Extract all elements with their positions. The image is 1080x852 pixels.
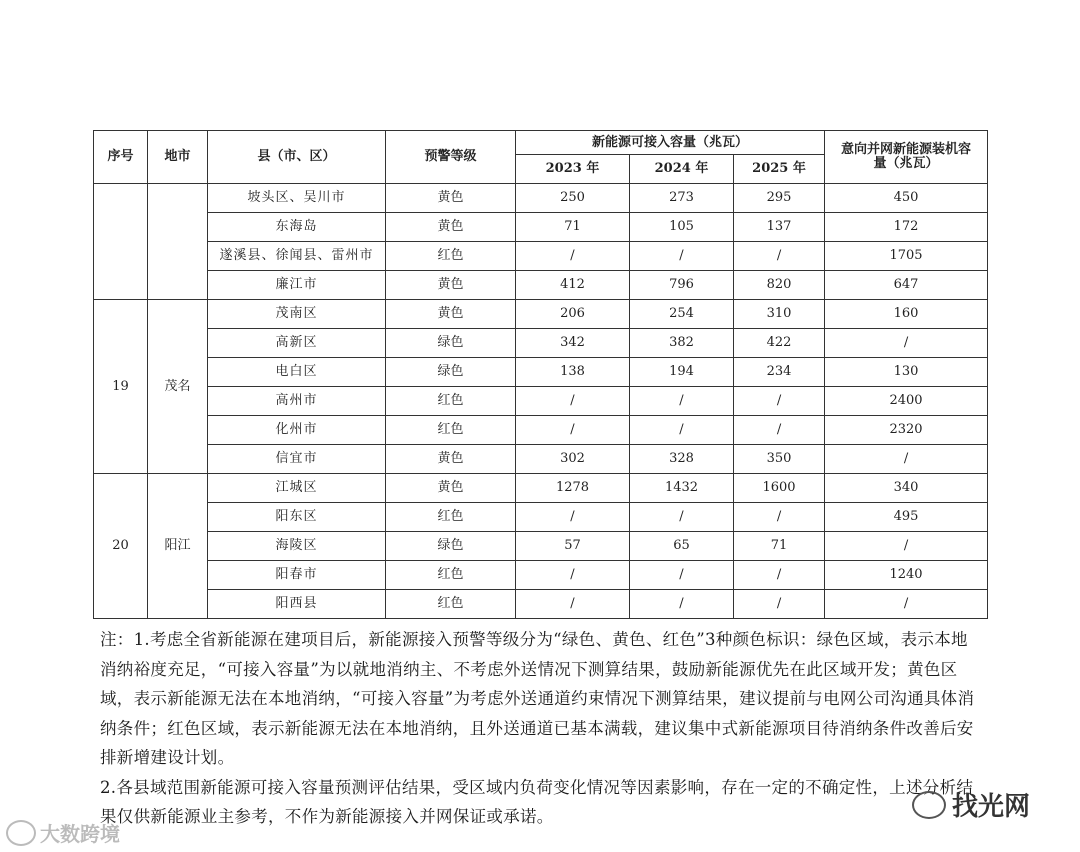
cell-warning: 黄色	[386, 271, 516, 300]
cell-county: 阳东区	[208, 503, 386, 532]
cell-y2023: 206	[516, 300, 630, 329]
table-row	[94, 474, 988, 503]
cell-y2024: 1432	[630, 474, 734, 503]
cell-intent: 160	[825, 300, 988, 329]
header-year-2024: 2024 年	[630, 155, 734, 184]
cell-intent: /	[825, 590, 988, 619]
cell-y2025: /	[734, 590, 825, 619]
cell-y2025: 71	[734, 532, 825, 561]
cell-y2025: 820	[734, 271, 825, 300]
table-row	[94, 416, 988, 445]
cell-y2025: 1600	[734, 474, 825, 503]
table-row	[94, 358, 988, 387]
cell-county: 信宜市	[208, 445, 386, 474]
cell-county: 化州市	[208, 416, 386, 445]
watermark-left-text: 大数跨境	[40, 822, 120, 846]
cell-warning: 黄色	[386, 213, 516, 242]
cell-y2025: 422	[734, 329, 825, 358]
cell-intent: /	[825, 532, 988, 561]
cell-y2025: 137	[734, 213, 825, 242]
table-body	[94, 184, 988, 619]
cell-y2025: 350	[734, 445, 825, 474]
cell-y2024: 273	[630, 184, 734, 213]
cell-intent: 172	[825, 213, 988, 242]
cell-y2025: 310	[734, 300, 825, 329]
cell-y2023: /	[516, 561, 630, 590]
cell-y2025: /	[734, 503, 825, 532]
table-row	[94, 300, 988, 329]
header-county: 县（市、区）	[208, 131, 386, 184]
cell-county: 海陵区	[208, 532, 386, 561]
watermark-right	[912, 786, 1030, 823]
cell-warning: 红色	[386, 387, 516, 416]
cell-y2023: /	[516, 242, 630, 271]
header-capacity-group: 新能源可接入容量（兆瓦）	[516, 131, 825, 155]
table-row	[94, 561, 988, 590]
cell-y2024: /	[630, 242, 734, 271]
cell-warning: 绿色	[386, 532, 516, 561]
cell-intent: 2400	[825, 387, 988, 416]
cell-warning: 绿色	[386, 329, 516, 358]
header-year-2023: 2023 年	[516, 155, 630, 184]
cell-county: 高新区	[208, 329, 386, 358]
cell-warning: 黄色	[386, 474, 516, 503]
watermark-right-text: 找光网	[952, 792, 1031, 822]
cell-warning: 黄色	[386, 184, 516, 213]
cell-county: 电白区	[208, 358, 386, 387]
cell-county: 遂溪县、徐闻县、雷州市	[208, 242, 386, 271]
cell-y2025: 295	[734, 184, 825, 213]
cell-county: 阳西县	[208, 590, 386, 619]
cell-intent: 495	[825, 503, 988, 532]
cell-warning: 黄色	[386, 445, 516, 474]
cell-y2025: 234	[734, 358, 825, 387]
header-city: 地市	[148, 131, 208, 184]
cell-y2024: /	[630, 590, 734, 619]
cell-warning: 红色	[386, 242, 516, 271]
cell-county: 东海岛	[208, 213, 386, 242]
cell-city: 茂名	[148, 300, 208, 474]
cell-y2024: /	[630, 561, 734, 590]
cell-y2023: 138	[516, 358, 630, 387]
cell-seq: 20	[94, 474, 148, 619]
table-row	[94, 242, 988, 271]
cell-y2024: /	[630, 503, 734, 532]
cell-y2023: 1278	[516, 474, 630, 503]
cell-intent: /	[825, 445, 988, 474]
cell-y2023: 302	[516, 445, 630, 474]
weibo-logo-icon	[6, 820, 36, 846]
footnotes	[100, 625, 980, 832]
cell-y2024: 254	[630, 300, 734, 329]
cell-y2025: /	[734, 242, 825, 271]
cell-y2023: 250	[516, 184, 630, 213]
cell-county: 廉江市	[208, 271, 386, 300]
cell-seq	[94, 184, 148, 300]
table-row	[94, 445, 988, 474]
header-seq: 序号	[94, 131, 148, 184]
note-1: 注：1.考虑全省新能源在建项目后，新能源接入预警等级分为“绿色、黄色、红色”3种颜色标识：绿色区域，表示本地消纳裕度充足，“可接入容量”为以就地消纳主、不考虑外送情况下测算结果，鼓励新能源优先在此区域开发；黄色区域，表示新能源无法在本地消纳，“可接入容量”为考虑外送通道约束情况下测算结果，建议提前与电网公司沟通具体消纳条件；红色区域，表示新能源无法在本地消纳，且外送通道已基本满载，建议集中式新能源项目待消纳条件改善后安排新增建设计划。	[100, 630, 975, 767]
cell-y2025: /	[734, 416, 825, 445]
note-2: 2.各县域范围新能源可接入容量预测评估结果，受区域内负荷变化情况等因素影响，存在一定的不确定性，上述分析结果仅供新能源业主参考，不作为新能源接入并网保证或承诺。	[100, 777, 974, 826]
cell-y2025: /	[734, 387, 825, 416]
cell-y2024: /	[630, 416, 734, 445]
cell-warning: 红色	[386, 590, 516, 619]
cell-intent: 647	[825, 271, 988, 300]
cell-city	[148, 184, 208, 300]
cell-county: 阳春市	[208, 561, 386, 590]
cell-y2023: 342	[516, 329, 630, 358]
cell-intent: 2320	[825, 416, 988, 445]
table-row	[94, 271, 988, 300]
cell-y2023: /	[516, 503, 630, 532]
cell-intent: 1705	[825, 242, 988, 271]
cell-y2023: /	[516, 590, 630, 619]
table-row	[94, 503, 988, 532]
cell-y2024: 328	[630, 445, 734, 474]
header-warning-level: 预警等级	[386, 131, 516, 184]
cell-y2024: 105	[630, 213, 734, 242]
cell-city: 阳江	[148, 474, 208, 619]
table-row	[94, 184, 988, 213]
cell-county: 茂南区	[208, 300, 386, 329]
cell-warning: 红色	[386, 503, 516, 532]
cell-county: 高州市	[208, 387, 386, 416]
table-row	[94, 387, 988, 416]
cell-y2025: /	[734, 561, 825, 590]
cell-county: 江城区	[208, 474, 386, 503]
cell-seq: 19	[94, 300, 148, 474]
header-year-2025: 2025 年	[734, 155, 825, 184]
table-row	[94, 329, 988, 358]
cell-warning: 红色	[386, 416, 516, 445]
cell-warning: 黄色	[386, 300, 516, 329]
cell-y2023: /	[516, 416, 630, 445]
cell-y2024: 194	[630, 358, 734, 387]
cell-intent: 450	[825, 184, 988, 213]
cell-intent: /	[825, 329, 988, 358]
cell-county: 坡头区、吴川市	[208, 184, 386, 213]
cell-y2023: 71	[516, 213, 630, 242]
capacity-table	[93, 130, 988, 619]
wechat-logo-icon	[912, 791, 946, 819]
cell-intent: 340	[825, 474, 988, 503]
cell-warning: 红色	[386, 561, 516, 590]
cell-warning: 绿色	[386, 358, 516, 387]
cell-y2023: 412	[516, 271, 630, 300]
cell-intent: 130	[825, 358, 988, 387]
table-row	[94, 590, 988, 619]
cell-y2024: 796	[630, 271, 734, 300]
cell-intent: 1240	[825, 561, 988, 590]
table-row	[94, 532, 988, 561]
cell-y2023: 57	[516, 532, 630, 561]
cell-y2024: 65	[630, 532, 734, 561]
cell-y2024: 382	[630, 329, 734, 358]
cell-y2024: /	[630, 387, 734, 416]
cell-y2023: /	[516, 387, 630, 416]
table-row	[94, 213, 988, 242]
header-intent-capacity: 意向并网新能源装机容量（兆瓦）	[825, 131, 988, 184]
watermark-left	[6, 818, 120, 847]
